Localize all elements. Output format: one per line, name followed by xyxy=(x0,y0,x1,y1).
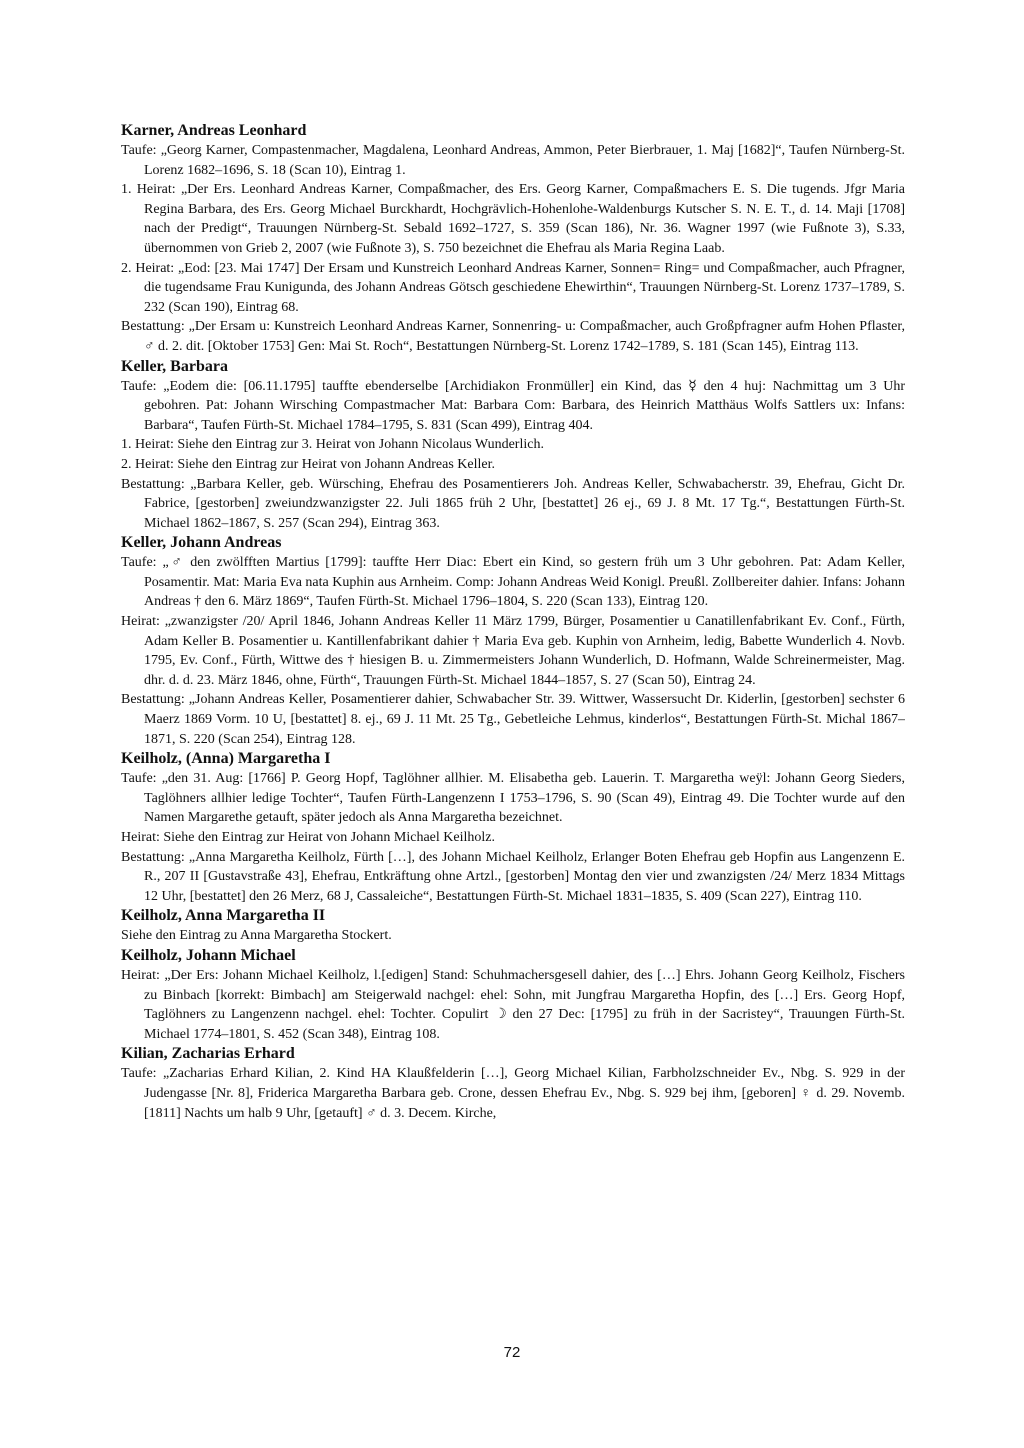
entry-title: Keilholz, (Anna) Margaretha I xyxy=(121,750,331,768)
entry-title: Keilholz, Anna Margaretha II xyxy=(121,907,326,925)
baptism-record: Taufe: „Zacharias Erhard Kilian, 2. Kind HA Klaußfelderin […], Georg Michael Kilian, Farbholzschneider Ev., Nbg. S. 929 in der Judengasse [Nr. 8], Friderica Margaretha Barbara geb. Crone, dessen Ehefrau Ev., Nbg. S. 929 bej ihm, [geboren] ♀ d. 29. Novemb. [1811] Nachts um halb 9 Uhr, [getauft] ♂ d. 3. Decem. Kirche, xyxy=(121,1066,905,1121)
burial-record: Bestattung: „Johann Andreas Keller, Posamentierer dahier, Schwabacher Str. 39. Wittwer, Wassersucht Dr. Kiderlin, [gestorben] sechster 6 Maerz 1869 Vorm. 10 U, [bestattet] 8. ej., 69 J. 11 Mt. 25 Tg., Gebetleiche Lehmus, kinderlos“, Bestattungen Fürth-St. Michal 1867–1871, S. 220 (Scan 254), Eintrag 128. xyxy=(121,692,905,747)
entry-title: Keller, Johann Andreas xyxy=(121,534,282,552)
first-marriage-record: 1. Heirat: Siehe den Eintrag zur 3. Heirat von Johann Nicolaus Wunderlich. xyxy=(121,437,544,453)
burial-record: Bestattung: „Barbara Keller, geb. Würsching, Ehefrau des Posamentierers Joh. Andreas Keller, Schwabacherstr. 39, Ehefrau, Gicht Dr. Fabrice, [gestorben] zweiundzwanzigster 22. Juli 1865 früh 2 Uhr, [bestattet] 26 ej., 69 J. 8 Mt. 17 Tg.“, Bestattungen Fürth-St. Michael 1862–1867, S. 257 (Scan 294), Eintrag 363. xyxy=(121,476,905,531)
entry-kilian-zacharias-erhard xyxy=(121,1044,905,1123)
baptism-record: Taufe: „Georg Karner, Compastenmacher, Magdalena, Leonhard Andreas, Ammon, Peter Bierbrauer, 1. Maj [1682]“, Taufen Nürnberg-St. Lorenz 1682–1696, S. 18 (Scan 10), Eintrag 1. xyxy=(121,143,905,178)
cross-reference: Siehe den Eintrag zu Anna Margaretha Stockert. xyxy=(121,928,392,944)
marriage-record: Heirat: „Der Ers: Johann Michael Keilholz, l.[edigen] Stand: Schuhmachersgesell dahier, des […] Ehrs. Johann Georg Keilholz, Fischers zu Binbach [korrekt: Bimbach] am Steigerwald nachgel: ehel: Sohn, mit Jungfrau Margaretha Hopfin, des […] Ers. Georg Hopf, Taglöhners zu Langenzenn nachgel. ehel: Tochter. Copulirt ☽ den 27 Dec: [1795] zu früh in der Sacristey“, Trauungen Fürth-St. Michael 1774–1801, S. 452 (Scan 348), Eintrag 108. xyxy=(121,967,905,1042)
first-marriage-record: 1. Heirat: „Der Ers. Leonhard Andreas Karner, Compaßmacher, des Ers. Georg Karner, Compaßmachers E. S. Die tugends. Jfgr Maria Regina Barbara, des Ers. Georg Michael Burckhardt, Hochgrävlich-Hohenlohe-Waldenburgs Kutscher S. N. E. T., d. 14. Maji [1708] nach der Predigt“, Trauungen Nürnberg-St. Sebald 1692–1727, S. 359 (Scan 186), Nr. 36. Wagner 1997 (wie Fußnote 3), S.33, übernommen von Grieb 2, 2007 (wie Fußnote 3), S. 750 bezeichnet die Ehefrau als Maria Regina Laab. xyxy=(121,182,905,256)
marriage-record: Heirat: Siehe den Eintrag zur Heirat von Johann Michael Keilholz. xyxy=(121,830,495,845)
entry-title: Kilian, Zacharias Erhard xyxy=(121,1045,295,1063)
page-number: 72 xyxy=(503,1344,521,1361)
baptism-record: Taufe: „den 31. Aug: [1766] P. Georg Hopf, Taglöhner allhier. M. Elisabetha geb. Lauerin. T. Margaretha weÿl: Johann Georg Sieders, Taglöhners allhier ledige Tochter“, Taufen Fürth-Langenzenn I 1753–1796, S. 90 (Scan 49), Eintrag 49. Die Tochter wurde auf den Namen Margarethe getauft, später jedoch als Anna Margaretha bezeichnet. xyxy=(121,771,905,826)
second-marriage-record: 2. Heirat: Siehe den Eintrag zur Heirat von Johann Andreas Keller. xyxy=(121,456,495,472)
burial-record: Bestattung: „Anna Margaretha Keilholz, Fürth […], des Johann Michael Keilholz, Erlanger Boten Ehefrau geb Hopfin aus Langenzenn E. R., 207 II [Gustavstraße 43], Ehefrau, Entkräftung ohne Artzl., [gestorben] Montag den vier und zwanzigsten /24/ Merz 1834 Mittags 12 Uhr, [bestattet] den 26 Merz, 68 J, Cassaleiche“, Bestattungen Fürth-St. Michael 1831–1835, S. 409 (Scan 227), Eintrag 110. xyxy=(121,849,905,904)
entry-keilholz-anna-margaretha-i xyxy=(121,749,905,906)
second-marriage-record: 2. Heirat: „Eod: [23. Mai 1747] Der Ersam und Kunstreich Leonhard Andreas Karner, Sonnen= Ring= und Compaßmacher, auch Pfragner, die tugendsame Frau Kunigunda, des Johann Andreas Götsch geschiedene Ehewirthin“, Trauungen Nürnberg-St. Lorenz 1737–1789, S. 232 (Scan 190), Eintrag 68. xyxy=(121,260,905,315)
entry-keilholz-anna-margaretha-ii xyxy=(121,906,905,946)
entry-title: Karner, Andreas Leonhard xyxy=(121,122,307,139)
burial-record: Bestattung: „Der Ersam u: Kunstreich Leonhard Andreas Karner, Sonnenring- u: Compaßmacher, auch Großpfragner aufm Hohen Pflaster, ♂ d. 2. dit. [Oktober 1753] Gen: Mai St. Roch“, Bestattungen Nürnberg-St. Lorenz 1742–1789, S. 181 (Scan 145), Eintrag 113. xyxy=(121,319,905,354)
entry-keller-johann-andreas xyxy=(121,533,905,749)
baptism-record: Taufe: „Eodem die: [06.11.1795] tauffte ebenderselbe [Archidiakon Fronmüller] ein Kind, das ☿ den 4 huj: Nachmittag um 3 Uhr gebohren. Pat: Johann Wirsching Compastmacher Mat: Barbara Com: Barbara, des Heinrich Matthäus Wolfs Sattlers ux: Infans: Barbara“, Taufen Fürth-St. Michael 1784–1795, S. 831 (Scan 499), Eintrag 404. xyxy=(121,378,905,433)
entry-keller-barbara xyxy=(121,357,905,534)
baptism-record: Taufe: „♂ den zwölfften Martius [1799]: tauffte Herr Diac: Ebert ein Kind, so gestern früh um 3 Uhr gebohren. Pat: Adam Keller, Posamentir. Mat: Maria Eva nata Kuphin aus Arnheim. Comp: Johann Andreas Weid Konigl. Preußl. Zollbereiter dahier. Infans: Johann Andreas † den 6. März 1869“, Taufen Fürth-St. Michael 1796–1804, S. 220 (Scan 133), Eintrag 120. xyxy=(121,555,905,610)
marriage-record: Heirat: „zwanzigster /20/ April 1846, Johann Andreas Keller 11 März 1799, Bürger, Posamentier u Canatillenfabrikant Ev. Conf., Fürth, Adam Keller B. Posamentier u. Kantillenfabrikant dahier † Maria Eva geb. Kuphin von Arnheim, ledig, Babette Wunderlich 4. Novb. 1795, Ev. Conf., Fürth, Wittwe des † hiesigen B. u. Zimmermeisters Johann Wunderlich, D. Hofmann, Walde Schreinermeister, Mag. dhr. d. d. 23. März 1846, ohne, Fürth“, Trauungen Fürth-St. Michael 1844–1857, S. 27 (Scan 50), Eintrag 24. xyxy=(121,614,905,688)
entry-keilholz-johann-michael xyxy=(121,946,905,1044)
document-page xyxy=(121,121,905,1321)
entry-title: Keller, Barbara xyxy=(121,357,228,375)
entry-karner-andreas-leonhard xyxy=(121,121,905,357)
entry-title: Keilholz, Johann Michael xyxy=(121,946,296,964)
